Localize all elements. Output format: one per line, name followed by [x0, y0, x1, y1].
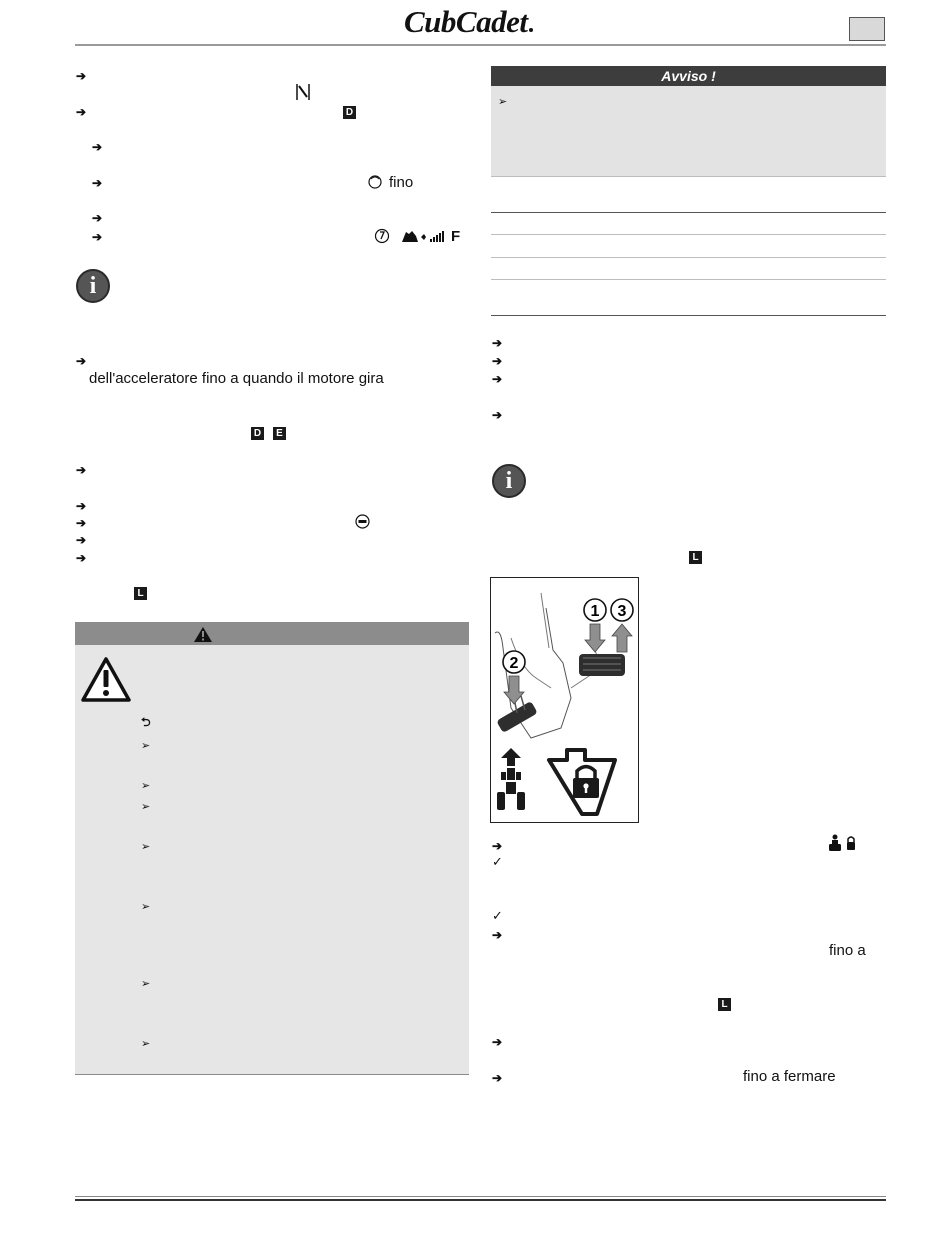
figure-drawing [491, 578, 638, 822]
ref-letter-l: L [689, 551, 702, 564]
check-icon: ✓ [492, 908, 503, 923]
arrow-icon: ➔ [76, 463, 87, 477]
bullet-icon: ➢ [141, 901, 151, 913]
avviso-title: Avviso ! [491, 66, 886, 86]
bullet-icon: ➢ [141, 978, 151, 990]
bullet-icon: ➢ [498, 96, 508, 108]
arrow-icon: ➔ [492, 336, 503, 350]
figure-label-3: 3 [617, 603, 627, 620]
warning-header-bar [75, 622, 469, 645]
arrow-icon: ➔ [76, 516, 87, 530]
arrow-icon: ➔ [92, 230, 103, 244]
warning-small-icon [193, 626, 213, 643]
table-bottom-line [491, 315, 886, 316]
bullet-icon: ➢ [141, 801, 151, 813]
table-line [491, 279, 886, 280]
figure-label-2: 2 [509, 655, 519, 672]
table-line [491, 176, 886, 177]
rotate-icon: ⮌ [141, 715, 151, 729]
speed-hare-icon [400, 228, 450, 244]
header-rule [75, 44, 886, 46]
arrow-icon: ➔ [76, 105, 87, 119]
bullet-icon: ➢ [141, 780, 151, 792]
info-continued-text: dell'acceleratore fino a quando il motore gira [89, 370, 384, 387]
arrow-icon: ➔ [92, 140, 103, 154]
arrow-icon: ➔ [92, 176, 103, 190]
warning-triangle-icon [80, 656, 132, 703]
arrow-icon: ➔ [492, 928, 503, 942]
neutral-symbol-icon [295, 83, 311, 101]
throttle-icon [374, 228, 390, 244]
brake-lock-symbol-icon [827, 834, 857, 852]
arrow-icon: ➔ [76, 533, 87, 547]
arrow-icon: ➔ [76, 551, 87, 565]
footer-rule-thin [75, 1196, 886, 1197]
warning-body [75, 645, 469, 1075]
bullet-icon: ➢ [141, 841, 151, 853]
ref-letter-l: L [134, 587, 147, 600]
ref-letter-e: E [273, 427, 286, 440]
fino-text: fino [389, 174, 414, 191]
arrow-icon: ➔ [76, 499, 87, 513]
bullet-icon: ➢ [141, 740, 151, 752]
fino-a-fermare-text: fino a fermare [743, 1068, 836, 1085]
table-header-line [491, 212, 886, 213]
cub-cadet-logo: CubCadet [404, 4, 533, 40]
table-line [491, 257, 886, 258]
arrow-icon: ➔ [492, 354, 503, 368]
arrow-icon: ➔ [492, 839, 503, 853]
check-icon: ✓ [492, 854, 503, 869]
brake-lock-figure [490, 577, 639, 823]
stop-icon [355, 514, 370, 529]
table-line [491, 234, 886, 235]
speed-f-symbol: F [451, 228, 461, 245]
info-icon: i [76, 269, 110, 303]
arrow-icon: ➔ [492, 372, 503, 386]
arrow-icon: ➔ [76, 69, 87, 83]
language-box [849, 17, 885, 41]
bullet-icon: ➢ [141, 1038, 151, 1050]
choke-icon [368, 173, 382, 189]
arrow-icon: ➔ [492, 1035, 503, 1049]
arrow-icon: ➔ [492, 1071, 503, 1085]
arrow-icon: ➔ [492, 408, 503, 422]
figure-label-1: 1 [590, 603, 600, 620]
info-icon: i [492, 464, 526, 498]
arrow-icon: ➔ [92, 211, 103, 225]
avviso-body [491, 86, 886, 176]
ref-letter-d: D [251, 427, 264, 440]
footer-rule-thick [75, 1199, 886, 1201]
ref-letter-d: D [343, 106, 356, 119]
fino-a-text: fino a [829, 942, 866, 959]
arrow-icon: ➔ [76, 354, 87, 368]
ref-letter-l: L [718, 998, 731, 1011]
